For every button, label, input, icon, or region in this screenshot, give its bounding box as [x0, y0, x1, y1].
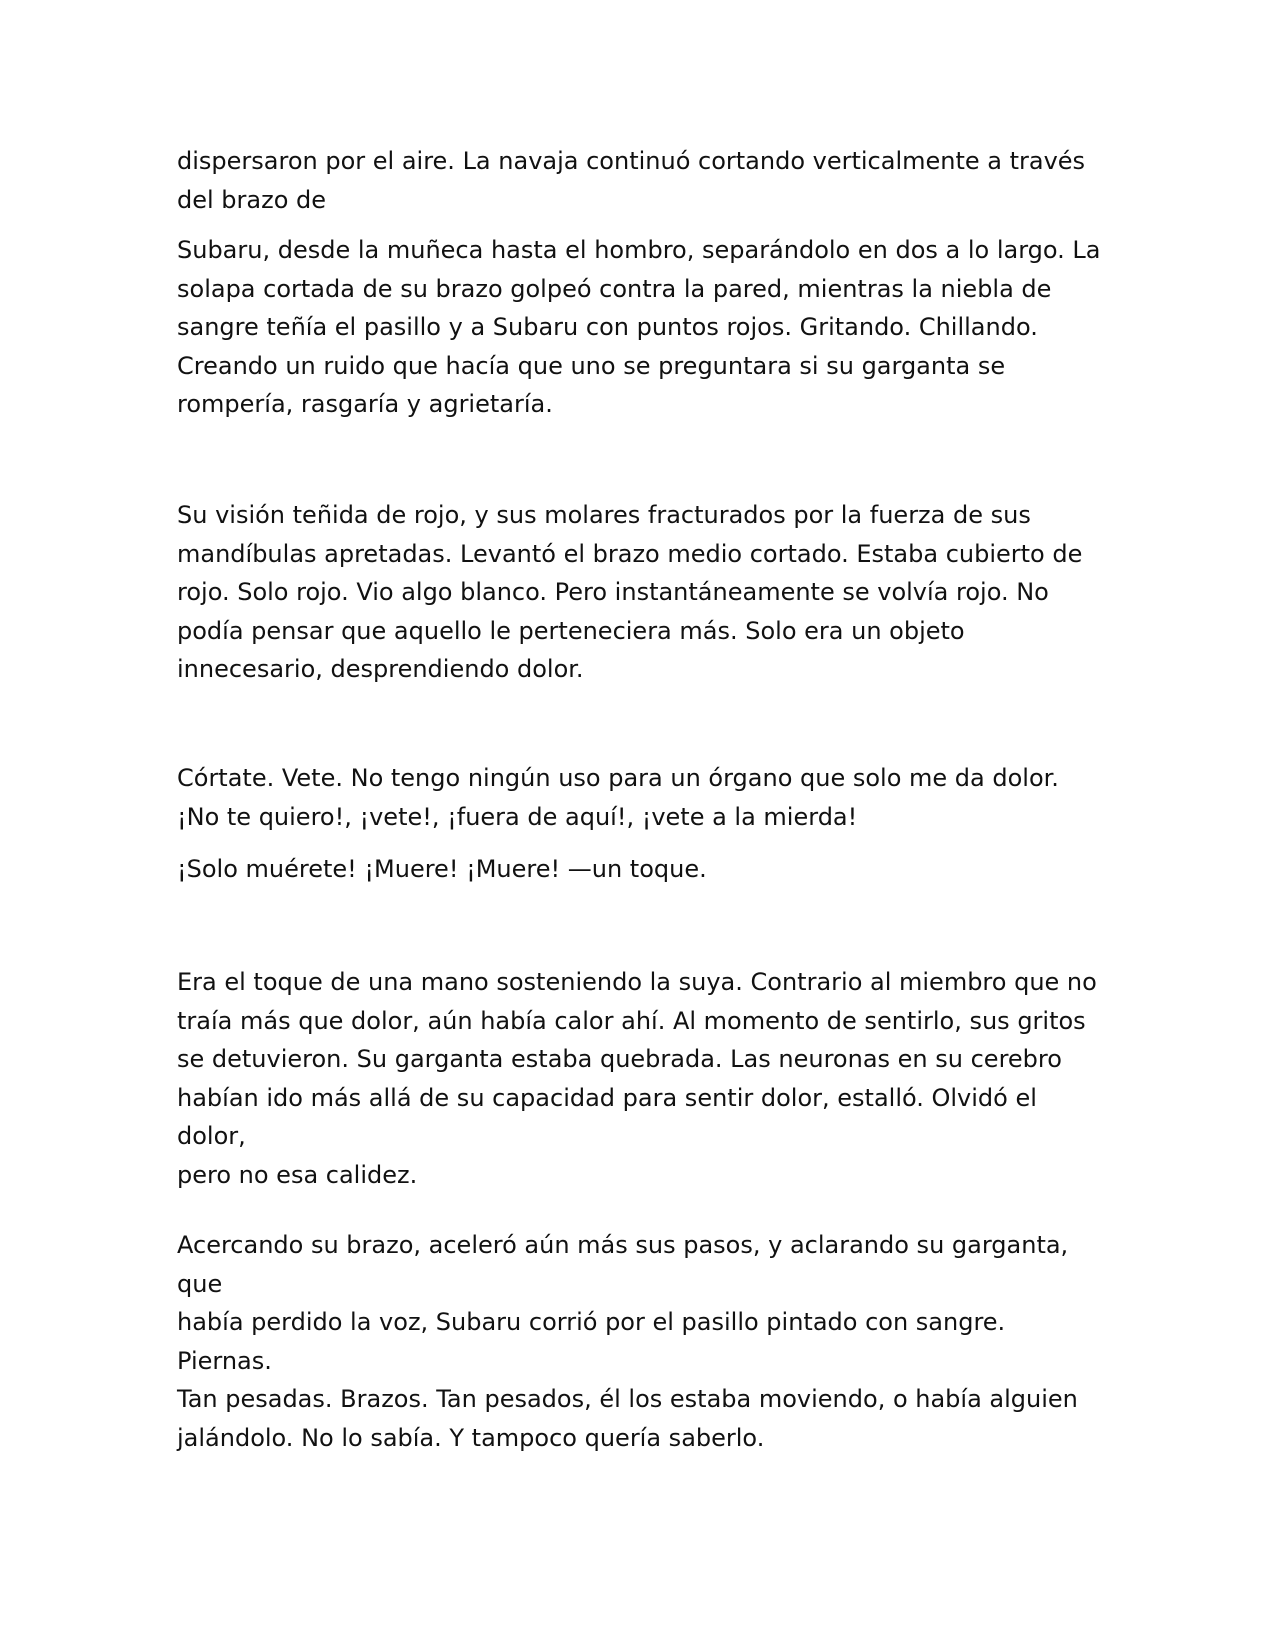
paragraph-5: ¡Solo muérete! ¡Muere! ¡Muere! —un toque. [177, 855, 707, 883]
paragraph-4: Córtate. Vete. No tengo ningún uso para un órgano que solo me da dolor. ¡No te quiero!, ¡vete!, ¡fuera de aquí!, ¡vete a la mierda! [177, 764, 1059, 831]
paragraph-7: Acercando su brazo, aceleró aún más sus pasos, y aclarando su garganta, que había perdido la voz, Subaru corrió por el pasillo pintado con sangre. Piernas. Tan pesadas. Brazos. Tan pesados, él los estaba moviendo, o había alguien jalándolo. No lo sabía. Y tampoco quería saberlo. [177, 1231, 1078, 1452]
paragraph-2: Subaru, desde la muñeca hasta el hombro, separándolo en dos a lo largo. La solapa cortada de su brazo golpeó contra la pared, mientras la niebla de sangre teñía el pasillo y a Subaru con puntos rojos. Gritando. Chillando. Creando un ruido que hacía que uno se preguntara si su garganta se rompería, rasgaría y agrietaría. [177, 236, 1101, 418]
paragraph-1: dispersaron por el aire. La navaja continuó cortando verticalmente a través del brazo de [177, 147, 1086, 214]
paragraph-3: Su visión teñida de rojo, y sus molares fracturados por la fuerza de sus mandíbulas apretadas. Levantó el brazo medio cortado. Estaba cubierto de rojo. Solo rojo. Vio algo blanco. Pero instantáneamente se volvía rojo. No podía pensar que aquello le perteneciera más. Solo era un objeto innecesario, desprendiendo dolor. [177, 501, 1083, 683]
paragraph-6: Era el toque de una mano sosteniendo la suya. Contrario al miembro que no traía más que dolor, aún había calor ahí. Al momento de sentirlo, sus gritos se detuvieron. Su garganta estaba quebrada. Las neuronas en su cerebro habían ido más allá de su capacidad para sentir dolor, estalló. Olvidó el dolor, pero no esa calidez. [177, 968, 1097, 1189]
